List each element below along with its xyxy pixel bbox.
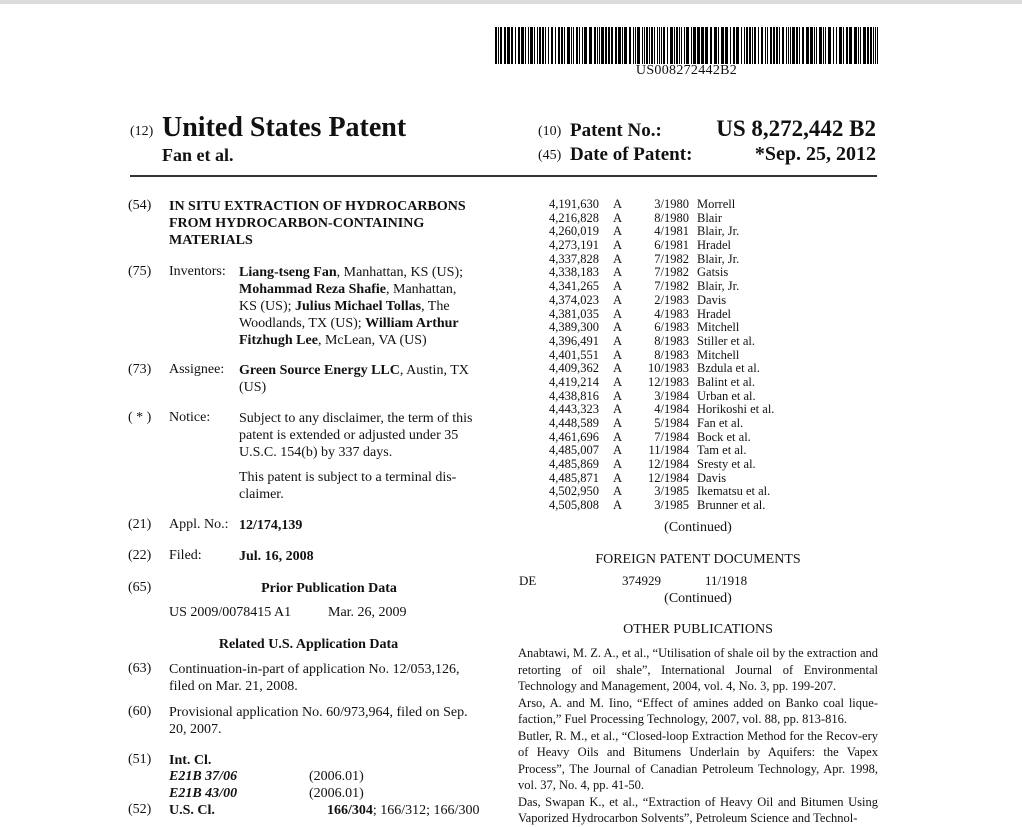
reference-number: 4,485,869 <box>549 457 599 472</box>
provisional-line: Provisional application No. 60/973,964, filed on Sep. <box>169 705 468 720</box>
patent-number-code: (10) <box>538 124 562 139</box>
field-60-code: (60) <box>128 704 152 719</box>
inventor-name: Fitzhugh Lee <box>239 333 318 348</box>
reference-name: Blair, Jr. <box>697 224 740 239</box>
reference-name: Balint et al. <box>697 374 755 389</box>
reference-kind: A <box>613 374 623 389</box>
reference-name: Morrell <box>697 197 736 211</box>
reference-kind: A <box>613 238 623 253</box>
appl-no-label: Appl. No.: <box>169 517 229 532</box>
reference-number: 4,438,816 <box>549 388 599 403</box>
provisional-line: 20, 2007. <box>169 722 222 737</box>
assignee-location: (US) <box>239 380 267 395</box>
reference-row <box>549 335 879 349</box>
filed-label: Filed: <box>169 548 202 563</box>
reference-number: 4,443,323 <box>549 402 599 417</box>
reference-date: 3/1980 <box>654 197 689 211</box>
reference-row <box>549 376 879 390</box>
us-cl-main: 166/304 <box>327 803 373 818</box>
reference-number: 4,389,300 <box>549 320 599 335</box>
kind-code: (12) <box>130 124 154 139</box>
reference-date: 11/1984 <box>648 443 689 458</box>
patent-date-code: (45) <box>538 148 562 163</box>
reference-row <box>549 198 879 212</box>
reference-number: 4,419,214 <box>549 374 599 389</box>
publication-entry: Anabtawi, M. Z. A., et al., “Utilisation of shale oil by the extraction and retorting of oil shale”, International Journal of Environmental Technology and Management, 2004, vol. 4, No. 3, pp. 199-207. <box>518 646 878 693</box>
reference-row <box>549 417 879 431</box>
field-54-code: (54) <box>128 198 152 213</box>
reference-name: Blair, Jr. <box>697 251 740 266</box>
other-publications-heading: OTHER PUBLICATIONS <box>623 622 773 637</box>
patent-date-value: *Sep. 25, 2012 <box>754 143 876 165</box>
inventor-name: Julius Michael Tollas <box>295 299 422 314</box>
foreign-number: 374929 <box>622 573 661 588</box>
reference-kind: A <box>613 224 623 239</box>
reference-name: Ikematsu et al. <box>697 484 771 499</box>
reference-number: 4,338,183 <box>549 265 599 280</box>
reference-number: 4,337,828 <box>549 251 599 266</box>
inventor-location: , McLean, VA (US) <box>317 333 427 348</box>
field-21-code: (21) <box>128 517 152 532</box>
reference-row <box>549 321 879 335</box>
foreign-continued: (Continued) <box>664 591 732 606</box>
reference-number: 4,401,551 <box>549 347 599 362</box>
continuation-line: Continuation-in-part of application No. 12/053,126, <box>169 662 460 677</box>
reference-name: Horikoshi et al. <box>697 402 775 417</box>
references-list <box>549 198 879 513</box>
foreign-country: DE <box>519 573 537 588</box>
reference-row <box>549 458 879 472</box>
reference-kind: A <box>613 292 623 307</box>
reference-number: 4,260,019 <box>549 224 599 239</box>
terminal-disclaimer <box>239 469 489 503</box>
reference-date: 10/1983 <box>648 361 689 376</box>
reference-name: Blair <box>697 210 722 225</box>
reference-date: 4/1983 <box>654 306 689 321</box>
reference-date: 7/1982 <box>654 279 689 294</box>
reference-date: 7/1984 <box>654 429 689 444</box>
reference-name: Davis <box>697 470 727 485</box>
barcode-icon <box>495 27 878 64</box>
reference-date: 8/1983 <box>654 347 689 362</box>
reference-row <box>549 253 879 267</box>
field-22-code: (22) <box>128 548 152 563</box>
reference-number: 4,485,007 <box>549 443 599 458</box>
patent-number-label: Patent No.: <box>570 120 662 141</box>
reference-date: 6/1983 <box>654 320 689 335</box>
patent-date-label: Date of Patent: <box>570 144 693 165</box>
reference-number: 4,409,362 <box>549 361 599 376</box>
reference-number: 4,461,696 <box>549 429 599 444</box>
reference-name: Urban et al. <box>697 388 756 403</box>
reference-kind: A <box>613 498 623 513</box>
invention-title-line: IN SITU EXTRACTION OF HYDROCARBONS <box>169 199 466 214</box>
reference-date: 7/1982 <box>654 251 689 266</box>
reference-kind: A <box>613 251 623 266</box>
us-cl-label: U.S. Cl. <box>169 803 215 818</box>
inventor-name: Mohammad Reza Shafie <box>239 282 386 297</box>
inventor-location: , Manhattan, <box>386 282 457 297</box>
publication-entry: Arso, A. and M. Iino, “Effect of amines added on Banko coal lique-faction,” Fuel Processing Technology, 2007, vol. 88, pp. 813-816. <box>518 695 878 726</box>
reference-kind: A <box>613 320 623 335</box>
appl-no-value: 12/174,139 <box>239 518 303 533</box>
authors: Fan et al. <box>162 145 234 165</box>
reference-number: 4,448,589 <box>549 416 599 430</box>
reference-name: Sresty et al. <box>697 457 756 472</box>
notice-label: Notice: <box>169 410 211 425</box>
reference-number: 4,502,950 <box>549 484 599 499</box>
reference-row <box>549 266 879 280</box>
reference-kind: A <box>613 197 623 211</box>
reference-number: 4,216,828 <box>549 210 599 225</box>
patent-number-value: US 8,272,442 B2 <box>716 116 876 141</box>
reference-row <box>549 472 879 486</box>
reference-number: 4,505,808 <box>549 498 599 513</box>
inventor-name: Liang-tseng Fan <box>239 265 337 280</box>
foreign-patents-heading: FOREIGN PATENT DOCUMENTS <box>595 552 801 567</box>
reference-name: Stiller et al. <box>697 333 755 348</box>
inventors-list <box>239 264 489 349</box>
assignee-name: Green Source Energy LLC <box>239 363 400 378</box>
notice-code: ( * ) <box>128 410 152 425</box>
continuation-text <box>169 661 489 695</box>
invention-title-line: MATERIALS <box>169 233 253 248</box>
reference-date: 8/1980 <box>654 210 689 225</box>
header-rule <box>130 175 877 177</box>
reference-name: Mitchell <box>697 347 740 362</box>
reference-kind: A <box>613 265 623 280</box>
reference-name: Tam et al. <box>697 443 747 458</box>
publication-entry: Butler, R. M., et al., “Closed-loop Extraction Method for the Recov-ery of Heavy Oils and Bitumens Underlain by Aquifers: the Vapex Process”, The Journal of Canadian Petroleum Technology, Apr. 1998, vol. 37, No. 4, pp. 41-50. <box>518 728 878 792</box>
invention-title-line: FROM HYDROCARBON-CONTAINING <box>169 216 425 231</box>
reference-kind: A <box>613 443 623 458</box>
field-73-code: (73) <box>128 362 152 377</box>
reference-kind: A <box>613 361 623 376</box>
terminal-disclaimer-line: This patent is subject to a terminal dis- <box>239 470 457 485</box>
notice-text <box>239 410 489 461</box>
prior-publication-date: Mar. 26, 2009 <box>328 605 407 620</box>
field-52-code: (52) <box>128 802 152 817</box>
reference-kind: A <box>613 402 623 417</box>
reference-kind: A <box>613 388 623 403</box>
reference-row <box>549 390 879 404</box>
inventors-label: Inventors: <box>169 264 226 279</box>
reference-kind: A <box>613 210 623 225</box>
reference-name: Blair, Jr. <box>697 279 740 294</box>
reference-name: Bock et al. <box>697 429 751 444</box>
reference-date: 4/1984 <box>654 402 689 417</box>
reference-row <box>549 444 879 458</box>
reference-date: 12/1984 <box>648 457 689 472</box>
reference-kind: A <box>613 470 623 485</box>
reference-kind: A <box>613 484 623 499</box>
int-cl-class: E21B 37/06 <box>169 769 238 784</box>
notice-line: patent is extended or adjusted under 35 <box>239 428 459 443</box>
filed-value: Jul. 16, 2008 <box>239 549 314 564</box>
int-cl-label: Int. Cl. <box>169 753 212 768</box>
us-cl-rest: ; 166/312; 166/300 <box>372 803 480 818</box>
reference-date: 7/1982 <box>654 265 689 280</box>
reference-number: 4,191,630 <box>549 197 599 211</box>
reference-date: 4/1981 <box>654 224 689 239</box>
prior-publication-heading: Prior Publication Data <box>261 581 397 596</box>
reference-number: 4,273,191 <box>549 238 599 253</box>
reference-row <box>549 294 879 308</box>
reference-date: 12/1984 <box>648 470 689 485</box>
continuation-line: filed on Mar. 21, 2008. <box>169 679 298 694</box>
reference-name: Hradel <box>697 306 732 321</box>
inventor-location: KS (US); <box>239 299 296 314</box>
reference-name: Hradel <box>697 238 732 253</box>
reference-name: Fan et al. <box>697 416 744 430</box>
assignee-location: , Austin, TX <box>399 363 469 378</box>
reference-kind: A <box>613 347 623 362</box>
reference-kind: A <box>613 429 623 444</box>
reference-name: Gatsis <box>697 265 729 280</box>
document-title: United States Patent <box>162 112 407 143</box>
reference-name: Brunner et al. <box>697 498 766 513</box>
terminal-disclaimer-line: claimer. <box>239 487 284 502</box>
references-continued: (Continued) <box>664 520 732 535</box>
reference-kind: A <box>613 457 623 472</box>
reference-name: Bzdula et al. <box>697 361 760 376</box>
assignee-label: Assignee: <box>169 362 225 377</box>
reference-date: 6/1981 <box>654 238 689 253</box>
reference-row <box>549 431 879 445</box>
reference-row <box>549 308 879 322</box>
field-63-code: (63) <box>128 661 152 676</box>
inventor-name: William Arthur <box>365 316 459 331</box>
reference-row <box>549 499 879 513</box>
reference-number: 4,374,023 <box>549 292 599 307</box>
reference-date: 3/1985 <box>654 498 689 513</box>
reference-row <box>549 225 879 239</box>
reference-kind: A <box>613 416 623 430</box>
reference-number: 4,341,265 <box>549 279 599 294</box>
barcode-number: US008272442B2 <box>635 63 738 78</box>
reference-kind: A <box>613 333 623 348</box>
reference-number: 4,485,871 <box>549 470 599 485</box>
reference-kind: A <box>613 279 623 294</box>
related-application-heading: Related U.S. Application Data <box>218 637 399 652</box>
int-cl-year: (2006.01) <box>309 786 364 801</box>
field-75-code: (75) <box>128 264 152 279</box>
inventor-location: , The <box>421 299 450 314</box>
invention-title <box>169 198 466 249</box>
reference-row <box>549 212 879 226</box>
int-cl-year: (2006.01) <box>309 769 364 784</box>
notice-line: Subject to any disclaimer, the term of this <box>239 411 473 426</box>
reference-date: 3/1984 <box>654 388 689 403</box>
us-cl-value <box>327 802 479 819</box>
top-border <box>0 0 1022 4</box>
publications-list <box>518 645 878 827</box>
prior-publication-number: US 2009/0078415 A1 <box>169 605 292 620</box>
foreign-date: 11/1918 <box>705 573 748 588</box>
provisional-text <box>169 704 489 738</box>
reference-date: 2/1983 <box>654 292 689 307</box>
reference-name: Mitchell <box>697 320 740 335</box>
reference-name: Davis <box>697 292 727 307</box>
inventor-location: , Manhattan, KS (US); <box>336 265 464 280</box>
reference-row <box>549 485 879 499</box>
reference-row <box>549 349 879 363</box>
reference-row <box>549 403 879 417</box>
reference-kind: A <box>613 306 623 321</box>
reference-number: 4,381,035 <box>549 306 599 321</box>
int-cl-class: E21B 43/00 <box>169 786 238 801</box>
publication-entry: Das, Swapan K., et al., “Extraction of Heavy Oil and Bitumen Using Vaporized Hydrocarbon Solvents”, Petroleum Science and Technol- <box>518 794 878 825</box>
reference-row <box>549 280 879 294</box>
reference-date: 12/1983 <box>648 374 689 389</box>
reference-date: 8/1983 <box>654 333 689 348</box>
notice-line: U.S.C. 154(b) by 337 days. <box>239 445 393 460</box>
reference-row <box>549 239 879 253</box>
reference-date: 5/1984 <box>654 416 689 430</box>
field-51-code: (51) <box>128 752 152 767</box>
field-65-code: (65) <box>128 580 152 595</box>
reference-number: 4,396,491 <box>549 333 599 348</box>
reference-row <box>549 362 879 376</box>
reference-date: 3/1985 <box>654 484 689 499</box>
assignee-value <box>239 362 489 396</box>
inventor-location: Woodlands, TX (US); <box>239 316 366 331</box>
